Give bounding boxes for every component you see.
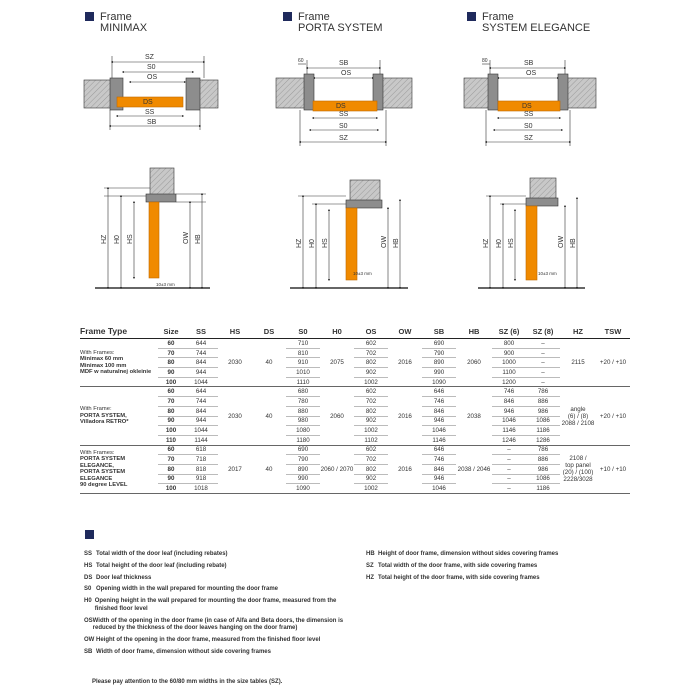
label-sz: SZ (524, 135, 533, 142)
col-header: SZ (6) (492, 326, 526, 339)
table-row (80, 339, 630, 349)
legend-symbol: DS (84, 574, 93, 581)
os-cell: 902 (354, 368, 388, 378)
sb-cell: 890 (422, 358, 456, 368)
ss-cell: 618 (184, 445, 218, 455)
legend-symbol: HB (366, 551, 375, 557)
ss-cell: 744 (184, 348, 218, 358)
sb-cell: 990 (422, 368, 456, 378)
sz6-cell: 900 (492, 348, 526, 358)
tsw-cell: +10 / +10 (596, 445, 630, 493)
sz6-cell: 1046 (492, 416, 526, 426)
legend-text: Total width of the door frame, with side covering frames (378, 562, 538, 569)
sz6-cell: 1246 (492, 435, 526, 445)
sz6-cell: – (492, 464, 526, 474)
table-row (80, 358, 630, 368)
os-cell: 1002 (354, 377, 388, 387)
col-header: SB (422, 326, 456, 339)
frame-type-line: Minimax 100 mm (80, 362, 127, 369)
legend-item (84, 637, 359, 645)
sz6-cell: 1100 (492, 368, 526, 378)
legend-symbol: HZ (366, 574, 374, 581)
table-row (80, 397, 630, 407)
label-gap: 10±3 mm (156, 282, 175, 287)
col-header: HB (456, 326, 492, 339)
ss-cell: 818 (184, 464, 218, 474)
label-ow: OW (558, 235, 565, 248)
table-row (80, 455, 630, 465)
sz8-cell: 986 (526, 406, 560, 416)
frame-type-cell (80, 387, 158, 445)
ds-cell: 40 (252, 445, 286, 493)
label-h0: H0 (114, 235, 121, 244)
tsw-cell: +20 / +10 (596, 339, 630, 387)
porta-system-section (290, 180, 408, 288)
legend-symbol: SB (84, 648, 93, 655)
sz8-cell: 886 (526, 397, 560, 407)
frame-type-line: With Frame: (80, 406, 112, 413)
os-cell: 1002 (354, 426, 388, 436)
sz6-cell: 1000 (492, 358, 526, 368)
ss-cell: 718 (184, 455, 218, 465)
table-row (80, 435, 630, 445)
sz6-cell: 800 (492, 339, 526, 349)
sz8-cell: 1186 (526, 426, 560, 436)
sz8-cell: – (526, 339, 560, 349)
legend-item (366, 551, 596, 559)
hz-line: top panel (565, 462, 591, 470)
table-row (80, 445, 630, 455)
sz8-cell: 1086 (526, 416, 560, 426)
os-cell: 702 (354, 455, 388, 465)
sz6-cell: – (492, 484, 526, 494)
legend-symbol: OW (84, 636, 95, 643)
label-sb: SB (524, 60, 534, 67)
legend-right (366, 551, 596, 586)
label-ds: DS (522, 103, 532, 110)
sb-cell: 946 (422, 474, 456, 484)
hs-cell: 2030 (218, 387, 252, 445)
ss-cell: 944 (184, 416, 218, 426)
ss-cell: 644 (184, 339, 218, 349)
col-header: HZ (560, 326, 596, 339)
os-cell: 1002 (354, 484, 388, 494)
size-cell: 100 (158, 484, 184, 494)
sz8-cell: – (526, 358, 560, 368)
label-60: 60 (298, 58, 304, 64)
hz-line: 2108 / (569, 455, 587, 463)
tsw-cell: +20 / +10 (596, 387, 630, 445)
frame-type-line: Minimax 60 mm (80, 356, 124, 363)
s0-cell: 790 (286, 455, 320, 465)
ss-cell: 1044 (184, 377, 218, 387)
sz8-cell: 786 (526, 387, 560, 397)
s0-cell: 880 (286, 406, 320, 416)
ow-cell: 2016 (388, 445, 422, 493)
frame-title-porta-system: Frame PORTA SYSTEM (298, 11, 383, 34)
label-80: 80 (482, 58, 488, 64)
size-cell: 100 (158, 426, 184, 436)
label-os: OS (526, 70, 537, 77)
os-cell: 602 (354, 339, 388, 349)
label-hz: HZ (296, 238, 303, 248)
frame-title-system-elegance: Frame SYSTEM ELEGANCE (482, 11, 591, 34)
table-row (80, 426, 630, 436)
frame-type-line: With Frames: (80, 349, 115, 356)
legend-item (84, 563, 359, 571)
legend-item (366, 575, 596, 583)
col-header: Size (158, 326, 184, 339)
label-ds: DS (336, 103, 346, 110)
ss-cell: 844 (184, 406, 218, 416)
legend-text: Width of door frame, dimension without side covering frames (96, 648, 271, 655)
label-s0: S0 (147, 64, 156, 71)
s0-cell: 910 (286, 358, 320, 368)
size-cell: 80 (158, 464, 184, 474)
legend-item (84, 575, 359, 583)
legend-item (84, 586, 359, 594)
table-row (80, 474, 630, 484)
label-gap: 10±3 mm (538, 271, 557, 276)
h0-cell: 2075 (320, 339, 354, 387)
ss-cell: 744 (184, 397, 218, 407)
label-os: OS (341, 70, 352, 77)
legend-symbol: HS (84, 562, 93, 569)
os-cell: 802 (354, 464, 388, 474)
frame-type-line: PORTA SYSTEM, (80, 412, 127, 419)
size-cell: 70 (158, 397, 184, 407)
hz-line: (20) / (100) (562, 469, 594, 477)
legend-text: Opening height in the wall prepared for mounting the door frame, measured from the finished floor level (94, 598, 337, 612)
sz8-cell: 786 (526, 445, 560, 455)
sz8-cell: 986 (526, 464, 560, 474)
col-header: SZ (8) (526, 326, 560, 339)
hz-cell (560, 445, 596, 493)
os-cell: 702 (354, 397, 388, 407)
sz6-cell: – (492, 455, 526, 465)
size-cell: 80 (158, 358, 184, 368)
size-cell: 80 (158, 406, 184, 416)
legend-item (84, 551, 359, 559)
s0-cell: 1080 (286, 426, 320, 436)
size-cell: 70 (158, 348, 184, 358)
size-cell: 60 (158, 387, 184, 397)
label-hb: HB (570, 238, 577, 248)
label-hz: HZ (101, 234, 108, 244)
legend-symbol: H0 (84, 598, 92, 605)
sz8-cell: – (526, 368, 560, 378)
hb-cell: 2038 / 2046 (456, 445, 492, 493)
ow-cell: 2016 (388, 387, 422, 445)
label-s0: S0 (524, 123, 533, 130)
legend-text: Width of the opening in the door frame (in case of Alfa and Beta doors, the dimension is reduced by the thickness of the door leaves hanging on the door frame) (92, 617, 344, 632)
hz-cell (560, 387, 596, 445)
table-row (80, 416, 630, 426)
os-cell: 1102 (354, 435, 388, 445)
hz-line: 2228/3028 (563, 476, 593, 484)
hz-line: 2088 / 2108 (561, 419, 595, 427)
sb-cell: 646 (422, 445, 456, 455)
col-header: OW (388, 326, 422, 339)
hb-cell: 2038 (456, 387, 492, 445)
legend-symbol: SS (84, 551, 93, 557)
legend-item (84, 649, 359, 657)
label-sb: SB (339, 60, 349, 67)
label-sb: SB (147, 119, 157, 126)
sz8-cell: – (526, 377, 560, 387)
sz8-cell: – (526, 348, 560, 358)
size-cell: 90 (158, 368, 184, 378)
label-ss: SS (524, 111, 534, 118)
sb-cell: 790 (422, 348, 456, 358)
sb-cell: 846 (422, 406, 456, 416)
label-ss: SS (145, 109, 155, 116)
os-cell: 702 (354, 348, 388, 358)
os-cell: 602 (354, 445, 388, 455)
legend-text: Total width of the door leaf (including rebates) (96, 551, 228, 557)
label-gap: 10±3 mm (353, 271, 372, 276)
label-hs: HS (322, 238, 329, 248)
sz8-cell: 1086 (526, 474, 560, 484)
s0-cell: 690 (286, 445, 320, 455)
hz-cell: 2115 (560, 339, 596, 387)
ds-cell: 40 (252, 339, 286, 387)
size-cell: 90 (158, 474, 184, 484)
sz6-cell: 1200 (492, 377, 526, 387)
sz6-cell: 746 (492, 387, 526, 397)
table-row (80, 348, 630, 358)
s0-cell: 1180 (286, 435, 320, 445)
ds-cell: 40 (252, 387, 286, 445)
s0-cell: 890 (286, 464, 320, 474)
sb-cell: 1046 (422, 426, 456, 436)
ss-cell: 944 (184, 368, 218, 378)
ss-cell: 1044 (184, 426, 218, 436)
sz6-cell: – (492, 474, 526, 484)
sb-cell: 1046 (422, 484, 456, 494)
legend-item (84, 618, 359, 633)
label-ds: DS (143, 99, 153, 106)
col-header: S0 (286, 326, 320, 339)
table-row (80, 368, 630, 378)
col-header: TSW (596, 326, 630, 339)
sb-cell: 646 (422, 387, 456, 397)
legend-text: Total height of the door leaf (including rebate) (96, 562, 227, 569)
table-row (80, 464, 630, 474)
s0-cell: 710 (286, 339, 320, 349)
sb-cell: 690 (422, 339, 456, 349)
label-h0: H0 (496, 239, 503, 248)
hs-cell: 2030 (218, 339, 252, 387)
s0-cell: 680 (286, 387, 320, 397)
frame-title-minimax: Frame MINIMAX (100, 11, 148, 34)
frame-type-cell (80, 445, 158, 493)
label-hz: HZ (483, 238, 490, 248)
sb-cell: 1090 (422, 377, 456, 387)
sz6-cell: 1146 (492, 426, 526, 436)
ow-cell: 2016 (388, 339, 422, 387)
col-header: DS (252, 326, 286, 339)
sz8-cell: 886 (526, 455, 560, 465)
hb-cell: 2060 (456, 339, 492, 387)
hz-line: (6) / (8) (567, 412, 589, 420)
label-h0: H0 (309, 239, 316, 248)
col-header: OS (354, 326, 388, 339)
label-ow: OW (381, 235, 388, 248)
col-header: HS (218, 326, 252, 339)
sb-cell: 746 (422, 397, 456, 407)
frame-type-cell (80, 339, 158, 387)
legend-left (84, 551, 359, 660)
label-s0: S0 (339, 123, 348, 130)
label-hs: HS (127, 234, 134, 244)
legend-text: Height of door frame, dimension without sides covering frames (378, 551, 559, 557)
ss-cell: 644 (184, 387, 218, 397)
label-ss: SS (339, 111, 349, 118)
legend-item (84, 598, 359, 613)
sb-cell: 746 (422, 455, 456, 465)
ss-cell: 844 (184, 358, 218, 368)
spec-table (80, 326, 630, 494)
s0-cell: 1010 (286, 368, 320, 378)
legend-text: Total height of the door frame, with side covering frames (378, 574, 540, 581)
os-cell: 902 (354, 474, 388, 484)
legend-text: Height of the opening in the door frame, measured from the finished floor level (96, 636, 321, 643)
sz8-cell: 1286 (526, 435, 560, 445)
s0-cell: 810 (286, 348, 320, 358)
sz6-cell: – (492, 445, 526, 455)
footnote: Please pay attention to the 60/80 mm widths in the size tables (SZ). (92, 679, 283, 685)
size-cell: 110 (158, 435, 184, 445)
s0-cell: 1090 (286, 484, 320, 494)
minimax-section (95, 168, 210, 288)
os-cell: 802 (354, 358, 388, 368)
label-sz: SZ (145, 54, 154, 61)
frame-type-line: 90 degree LEVEL (80, 482, 128, 489)
legend-text: Door leaf thickness (96, 574, 152, 581)
table-row (80, 377, 630, 387)
sz8-cell: 1186 (526, 484, 560, 494)
size-cell: 90 (158, 416, 184, 426)
legend-item (366, 563, 596, 571)
frame-type-line: PORTA SYSTEM ELEGANCE, (80, 456, 126, 469)
h0-cell: 2060 / 2070 (320, 445, 354, 493)
frame-type-line: MDF w naturalnej okleinie (80, 369, 152, 376)
table-row (80, 387, 630, 397)
ss-cell: 918 (184, 474, 218, 484)
legend-symbol: OS (84, 617, 93, 624)
size-cell: 100 (158, 377, 184, 387)
hz-line: angle (570, 405, 586, 413)
legend-symbol: S0 (84, 586, 92, 593)
size-cell: 60 (158, 339, 184, 349)
col-header: Frame Type (80, 326, 158, 339)
frame-type-line: Villadora RETRO* (80, 419, 129, 426)
os-cell: 802 (354, 406, 388, 416)
col-header: H0 (320, 326, 354, 339)
legend-text: Opening width in the wall prepared for mounting the door frame (96, 586, 279, 593)
s0-cell: 780 (286, 397, 320, 407)
frame-type-line: With Frames: (80, 449, 115, 456)
label-hb: HB (195, 234, 202, 244)
col-header: SS (184, 326, 218, 339)
table-row (80, 484, 630, 494)
sb-cell: 946 (422, 416, 456, 426)
s0-cell: 990 (286, 474, 320, 484)
ss-cell: 1018 (184, 484, 218, 494)
label-hb: HB (393, 238, 400, 248)
size-cell: 70 (158, 455, 184, 465)
frame-drawings (0, 0, 700, 320)
hs-cell: 2017 (218, 445, 252, 493)
s0-cell: 980 (286, 416, 320, 426)
label-sz: SZ (339, 135, 348, 142)
os-cell: 602 (354, 387, 388, 397)
table-row (80, 406, 630, 416)
sb-cell: 1146 (422, 435, 456, 445)
label-ow: OW (183, 231, 190, 244)
system-elegance-section (478, 178, 585, 288)
label-hs: HS (508, 238, 515, 248)
legend-symbol: SZ (366, 562, 374, 569)
size-cell: 60 (158, 445, 184, 455)
sz6-cell: 846 (492, 397, 526, 407)
os-cell: 902 (354, 416, 388, 426)
sz6-cell: 946 (492, 406, 526, 416)
label-os: OS (147, 74, 158, 81)
ss-cell: 1144 (184, 435, 218, 445)
frame-type-line: PORTA SYSTEM ELEGANCE (80, 469, 126, 482)
s0-cell: 1110 (286, 377, 320, 387)
legend-marker (85, 530, 94, 539)
h0-cell: 2060 (320, 387, 354, 445)
sb-cell: 846 (422, 464, 456, 474)
